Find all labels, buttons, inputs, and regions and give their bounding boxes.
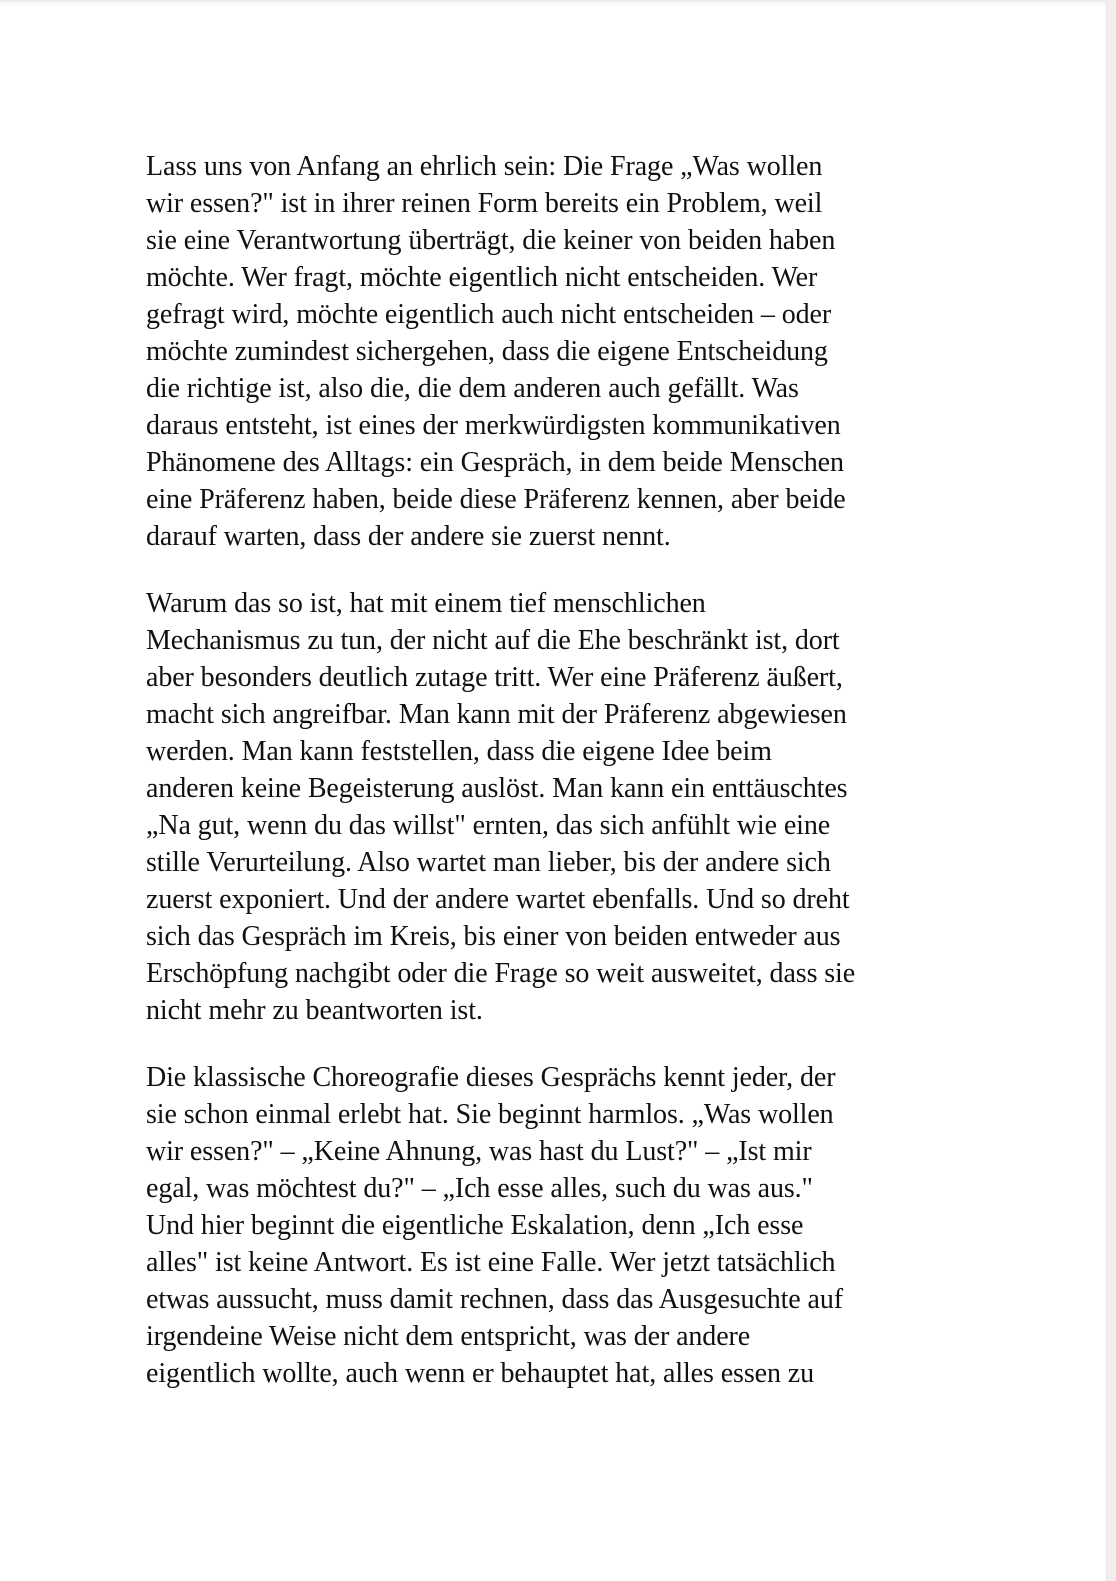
text-line: wir essen?" – „Keine Ahnung, was hast du Lust?" – „Ist mir [146,1136,812,1167]
text-line: irgendeine Weise nicht dem entspricht, was der andere [146,1321,751,1352]
text-line: anderen keine Begeisterung auslöst. Man kann ein enttäuschtes [146,773,848,804]
text-line: zuerst exponiert. Und der andere wartet ebenfalls. Und so dreht [146,884,850,915]
top-shadow [0,2,1107,6]
paragraph-3 [146,1059,966,1392]
text-line: aber besonders deutlich zutage tritt. Wer eine Präferenz äußert, [146,662,843,693]
text-line: daraus entsteht, ist eines der merkwürdigsten kommunikativen [146,410,841,441]
paragraph-2 [146,585,966,1029]
text-line: sie schon einmal erlebt hat. Sie beginnt harmlos. „Was wollen [146,1099,834,1130]
text-line: alles" ist keine Antwort. Es ist eine Falle. Wer jetzt tatsächlich [146,1247,836,1278]
text-line: Die klassische Choreografie dieses Gesprächs kennt jeder, der [146,1062,836,1093]
text-line: die richtige ist, also die, die dem anderen auch gefällt. Was [146,373,799,404]
text-line: eigentlich wollte, auch wenn er behauptet hat, alles essen zu [146,1358,814,1389]
text-line: Phänomene des Alltags: ein Gespräch, in dem beide Menschen [146,447,844,478]
text-line: Mechanismus zu tun, der nicht auf die Ehe beschränkt ist, dort [146,625,840,656]
text-line: nicht mehr zu beantworten ist. [146,995,483,1026]
text-line: wir essen?" ist in ihrer reinen Form bereits ein Problem, weil [146,188,823,219]
text-line: Warum das so ist, hat mit einem tief menschlichen [146,588,706,619]
text-line: werden. Man kann feststellen, dass die eigene Idee beim [146,736,772,767]
text-line: möchte. Wer fragt, möchte eigentlich nicht entscheiden. Wer [146,262,818,293]
text-line: Und hier beginnt die eigentliche Eskalation, denn „Ich esse [146,1210,804,1241]
text-line: „Na gut, wenn du das willst" ernten, das sich anfühlt wie eine [146,810,831,841]
text-line: gefragt wird, möchte eigentlich auch nicht entscheiden – oder [146,299,832,330]
text-line: egal, was möchtest du?" – „Ich esse alles, such du was aus." [146,1173,813,1204]
text-line: möchte zumindest sichergehen, dass die eigene Entscheidung [146,336,828,367]
text-line: eine Präferenz haben, beide diese Präferenz kennen, aber beide [146,484,846,515]
text-line: darauf warten, dass der andere sie zuerst nennt. [146,521,671,552]
text-line: etwas aussucht, muss damit rechnen, dass das Ausgesuchte auf [146,1284,843,1315]
text-line: Erschöpfung nachgibt oder die Frage so weit ausweitet, dass sie [146,958,856,989]
right-scroll-gutter[interactable] [1106,0,1116,1581]
paragraph-1 [146,148,966,555]
text-line: macht sich angreifbar. Man kann mit der Präferenz abgewiesen [146,699,847,730]
text-line: sich das Gespräch im Kreis, bis einer von beiden entweder aus [146,921,841,952]
text-line: stille Verurteilung. Also wartet man lieber, bis der andere sich [146,847,831,878]
text-line: sie eine Verantwortung überträgt, die keiner von beiden haben [146,225,836,256]
document-page [146,148,966,1422]
text-line: Lass uns von Anfang an ehrlich sein: Die Frage „Was wollen [146,151,823,182]
